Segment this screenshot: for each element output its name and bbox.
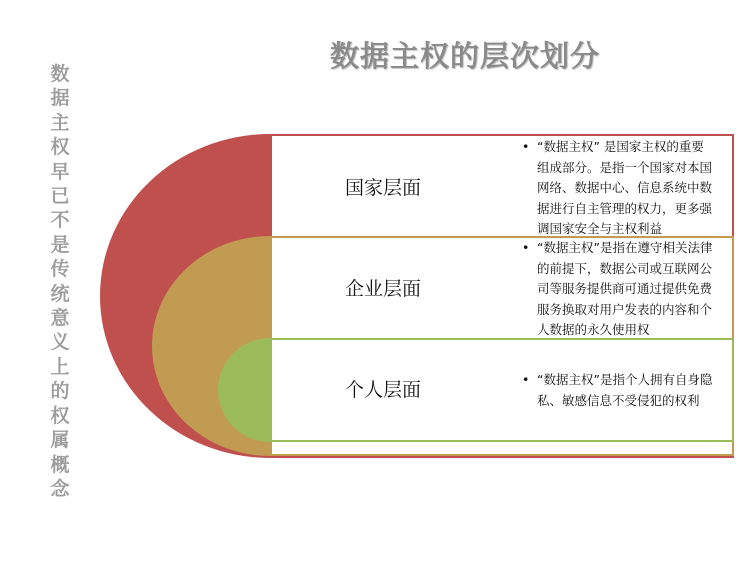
vertical-char: 意 xyxy=(50,307,70,330)
vertical-char: 据 xyxy=(50,87,70,110)
vertical-char: 是 xyxy=(50,233,70,256)
vertical-char: 主 xyxy=(50,111,70,134)
level-label-personal: 个人层面 xyxy=(345,379,422,401)
level-label-enterprise: 企业层面 xyxy=(345,278,422,300)
vertical-char: 概 xyxy=(50,453,70,476)
vertical-char: 已 xyxy=(50,185,70,208)
vertical-char: 属 xyxy=(50,429,70,452)
vertical-char: 权 xyxy=(50,136,70,159)
bullet-icon: • xyxy=(522,240,530,255)
description-national xyxy=(522,137,715,240)
page-title: 数据主权的层次划分 xyxy=(329,39,600,73)
bullet-icon: • xyxy=(522,372,530,387)
description-text: “数据主权” 是国家主权的重要组成部分。是指一个国家对本国网络、数据中心、信息系统中数据进行自主管理的权力，更多强调国家安全与主权利益 xyxy=(537,139,713,236)
description-personal xyxy=(522,370,715,411)
vertical-char: 不 xyxy=(50,209,70,232)
level-box-enterprise-bottom-rule xyxy=(270,454,734,456)
vertical-char: 义 xyxy=(50,331,70,354)
vertical-char: 数 xyxy=(50,63,70,85)
vertical-char: 统 xyxy=(50,282,70,305)
vertical-char: 的 xyxy=(50,380,70,403)
vertical-char: 早 xyxy=(50,160,70,183)
vertical-char: 上 xyxy=(50,355,70,378)
description-text: “数据主权”是指个人拥有自身隐私、敏感信息不受侵犯的权利 xyxy=(537,372,713,408)
description-text: “数据主权”是指在遵守相关法律的前提下，数据公司或互联网公司等服务提供商可通过提供免费服务换取对用户发表的内容和个人数据的永久使用权 xyxy=(537,240,713,337)
level-label-national: 国家层面 xyxy=(345,177,422,199)
bullet-icon: • xyxy=(522,139,530,154)
vertical-char: 权 xyxy=(50,404,70,427)
vertical-char: 念 xyxy=(50,477,70,500)
vertical-char: 传 xyxy=(50,258,70,281)
description-enterprise xyxy=(522,238,715,341)
